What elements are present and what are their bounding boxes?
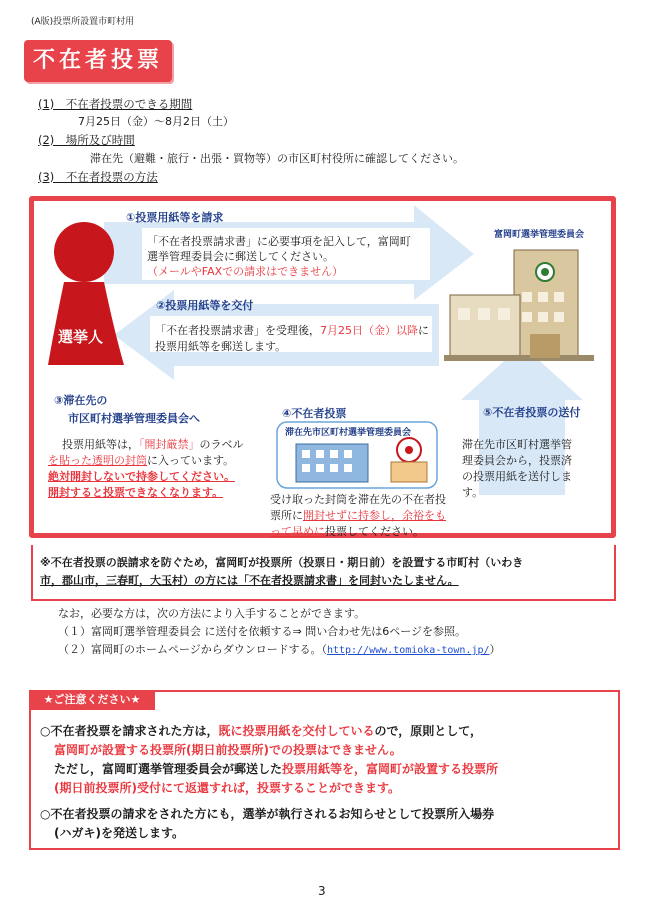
step5-line1: 滞在先市区町村選挙管 xyxy=(462,438,572,451)
local-office-icon xyxy=(296,444,368,482)
step4-line2-a: 票所に xyxy=(270,509,303,522)
notice-line5-a: （２）富岡町のホームページからダウンロードする。（ xyxy=(58,643,327,656)
section-1-dates: 7月25日（金）～8月2日（土） xyxy=(78,115,234,128)
caution-p2-line1: ○不在者投票の請求をされた方にも，選挙が執行されるお知らせとして投票所入場券 xyxy=(40,807,495,821)
caution-p1-line1 xyxy=(40,722,482,739)
page-number: 3 xyxy=(318,884,326,898)
caution-p1-1a: ○不在者投票を請求された方は， xyxy=(40,724,219,738)
voter-head xyxy=(54,222,114,282)
step1-line2: 選挙管理委員会に郵送してください。 xyxy=(147,250,334,263)
caution-p1-1c: ので，原則として， xyxy=(374,724,483,738)
step2-line2: 投票用紙等を郵送します。 xyxy=(155,340,287,353)
caution-p1-1b: 既に投票用紙を交付している xyxy=(218,724,375,738)
step2-line1-a: 「不在者投票請求書」を受理後， xyxy=(155,324,320,337)
step3-line1-a: 投票用紙等は， xyxy=(62,438,139,451)
page-title: 不在者投票 xyxy=(24,40,172,82)
caution-p1-4b: 受付にて返還すれば，投票することができます。 xyxy=(136,781,401,795)
step1-line1: 「不在者投票請求書」に必要事項を記入して，富岡町 xyxy=(147,235,411,248)
step3-line4: 開封すると投票できなくなります。 xyxy=(48,486,224,499)
step4-title: ④不在者投票 xyxy=(282,407,347,420)
notice-line4: （１）富岡町選挙管理委員会 に送付を依頼する⇒ 問い合わせ先は6ページを参照。 xyxy=(58,625,466,638)
caution-p1-3a: ただし，富岡町選挙管理委員会が郵送した xyxy=(54,762,283,776)
voter-body xyxy=(48,282,124,365)
step3-label-warning: 「開封厳禁」 xyxy=(139,438,200,451)
step2-title: ②投票用紙等を交付 xyxy=(156,299,254,312)
caution-p1-line3 xyxy=(54,760,498,777)
step5-title: ⑤不在者投票の送付 xyxy=(483,406,581,419)
section-2-text: 滞在先（避難・旅行・出張・買物等）の市区町村役所に確認してください。 xyxy=(90,152,464,165)
step2-date: 7月25日（金）以降 xyxy=(320,324,418,337)
section-2-label: (2) 場所及び時間 xyxy=(38,133,135,147)
step4-highlight-2: って早めに xyxy=(270,525,325,538)
notice-line5 xyxy=(58,641,501,657)
step4-highlight-1: 開封せずに持参し，余裕をも xyxy=(303,509,446,522)
step3-envelope: を貼った透明の封筒 xyxy=(48,454,147,467)
step5-line4: す。 xyxy=(462,486,484,499)
step3-line3: 絶対開封しないで持参してください。 xyxy=(48,470,235,483)
voter-label: 選挙人 xyxy=(58,328,104,346)
step3-line2-b: に入っています。 xyxy=(147,454,235,467)
step3-line1 xyxy=(62,436,244,452)
step5-line3: の投票用紙を送付しま xyxy=(462,470,572,483)
step2-line1 xyxy=(155,322,429,338)
section-1-label: (1) 不在者投票のできる期間 xyxy=(38,97,193,111)
header-note: (A版)投票所設置市町村用 xyxy=(31,17,135,27)
step4-line1: 受け取った封筒を滞在先の不在者投 xyxy=(270,493,446,506)
homepage-link[interactable]: http://www.tomioka-town.jp/ xyxy=(326,645,490,656)
caution-tag: ★ご注意ください★ xyxy=(29,690,155,710)
caution-p1-3b: 投票用紙等を，富岡町が設置する投票所 xyxy=(282,762,499,776)
step1-note: （メールやFAXでの請求はできません） xyxy=(147,265,344,278)
step5-line2: 理委員会から，投票済 xyxy=(462,454,572,467)
caution-p1-line2: 富岡町が設置する投票所(期日前投票所)での投票はできません。 xyxy=(54,743,402,757)
notice-line1: ※不在者投票の誤請求を防ぐため，富岡町が投票所（投票日・期日前）を設置する市町村（いわき xyxy=(40,556,524,569)
committee-label: 富岡町選挙管理委員会 xyxy=(494,230,585,240)
step4-office: 滞在先市区町村選挙管理委員会 xyxy=(285,428,412,438)
step2-line1-c: に xyxy=(418,324,429,337)
step3-title-1: ③滞在先の xyxy=(54,394,108,407)
step4-line3 xyxy=(270,523,424,539)
step3-line1-c: のラベル xyxy=(199,438,244,451)
notice-line2: 市，郡山市，三春町，大玉村）の方には「不在者投票請求書」を同封いたしません。 xyxy=(40,574,459,587)
section-3-label: (3) 不在者投票の方法 xyxy=(38,170,158,184)
caution-p1-line4 xyxy=(54,779,400,796)
step4-line3-b: 投票してください。 xyxy=(325,525,424,538)
caution-p1-4a: (期日前投票所) xyxy=(54,781,137,795)
caution-p2-line2: (ハガキ)を発送します。 xyxy=(54,826,185,840)
office-building-icon xyxy=(444,250,594,361)
step3-title-2: 市区町村選挙管理委員会へ xyxy=(68,412,200,425)
notice-line5-c: ） xyxy=(489,643,501,656)
step4-line2 xyxy=(270,507,446,523)
step1-title: ①投票用紙等を請求 xyxy=(126,211,224,224)
step3-line2 xyxy=(48,452,234,468)
notice-line3: なお，必要な方は，次の方法により入手することができます。 xyxy=(58,607,366,620)
